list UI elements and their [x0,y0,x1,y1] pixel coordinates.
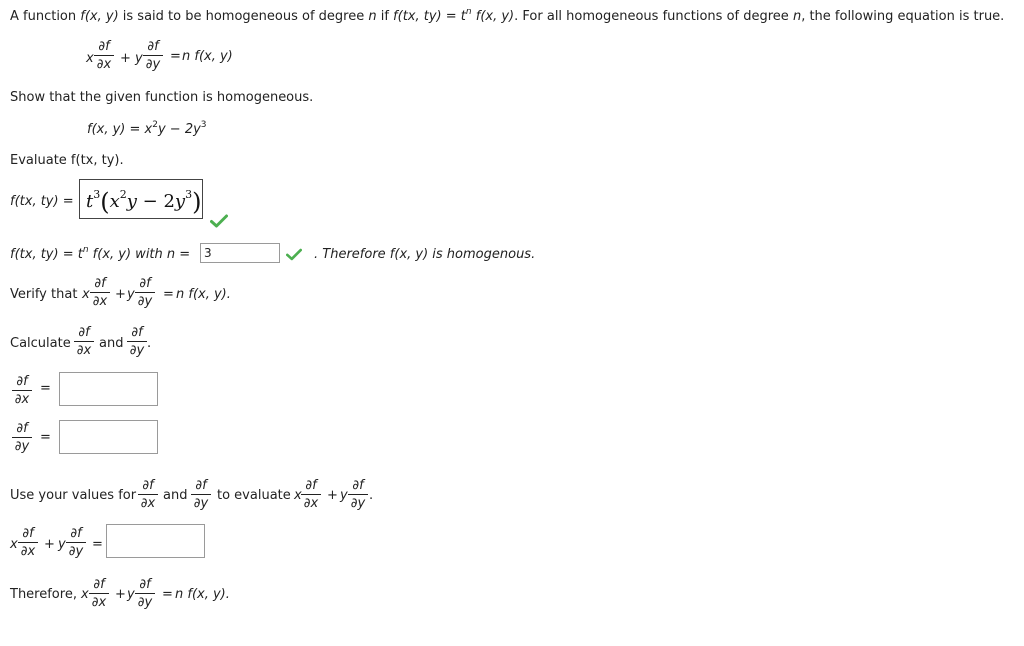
df-dx-fraction: $\frac{\partial f}{\partial x}$ [90,277,110,308]
check-icon [210,214,228,228]
df-dx-input[interactable] [59,372,158,406]
df-dy-fraction: $\frac{\partial f}{\partial y}$ [191,479,211,510]
df-dy-fraction: $\frac{\partial f}{\partial y}$ [143,40,163,71]
sum-input[interactable] [106,524,205,558]
x-coef: x [86,51,94,66]
df-dy-input[interactable] [59,420,158,454]
df-dy-fraction: $\frac{\partial f}{\partial y}$ [348,479,368,510]
ftxty-label: f(tx, ty) = [10,194,74,209]
df-dx-fraction: $\frac{\partial f}{\partial x}$ [89,578,109,609]
df-dx-label: $\frac{\partial f}{\partial x}$ [12,375,32,406]
n-value-input[interactable]: 3 [200,243,280,263]
df-dy-label: $\frac{\partial f}{\partial y}$ [12,422,32,453]
given-function: f(x, $y) = x^2y - 2y^3$ [87,120,207,137]
df-dy-fraction: $\frac{\partial f}{\partial y}$ [127,326,147,357]
df-dy-fraction: $\frac{\partial f}{\partial y}$ [135,277,155,308]
intro-text: A function f(x, y) is said to be homogeneous of degree n if f(tx, $ty) = t^n$ f(x, y). For all homogeneous functions of degree n, the following equation is true. [10,7,1005,24]
df-dx-fraction: $\frac{\partial f}{\partial x}$ [18,527,38,558]
df-dx-fraction: $\frac{\partial f}{\partial x}$ [301,479,321,510]
show-instruction: Show that the given function is homogeneous. [10,90,314,105]
df-dx-fraction: $\frac{\partial f}{\partial x}$ [94,40,114,71]
ftxty-answer-box[interactable]: $t^3(x^2y - 2y^3)$ [79,179,203,219]
df-dy-fraction: $\frac{\partial f}{\partial y}$ [66,527,86,558]
check-icon [286,248,302,261]
df-dy-fraction: $\frac{\partial f}{\partial y}$ [135,578,155,609]
df-dx-fraction: $\frac{\partial f}{\partial x}$ [74,326,94,357]
df-dx-fraction: $\frac{\partial f}{\partial x}$ [138,479,158,510]
with-n-line: f(tx, $ty) = t^n$ f(x, y) with n = [10,245,191,262]
therefore-homogenous: . Therefore f(x, y) is homogenous. [314,247,536,262]
evaluate-label: Evaluate f(tx, ty). [10,153,124,168]
